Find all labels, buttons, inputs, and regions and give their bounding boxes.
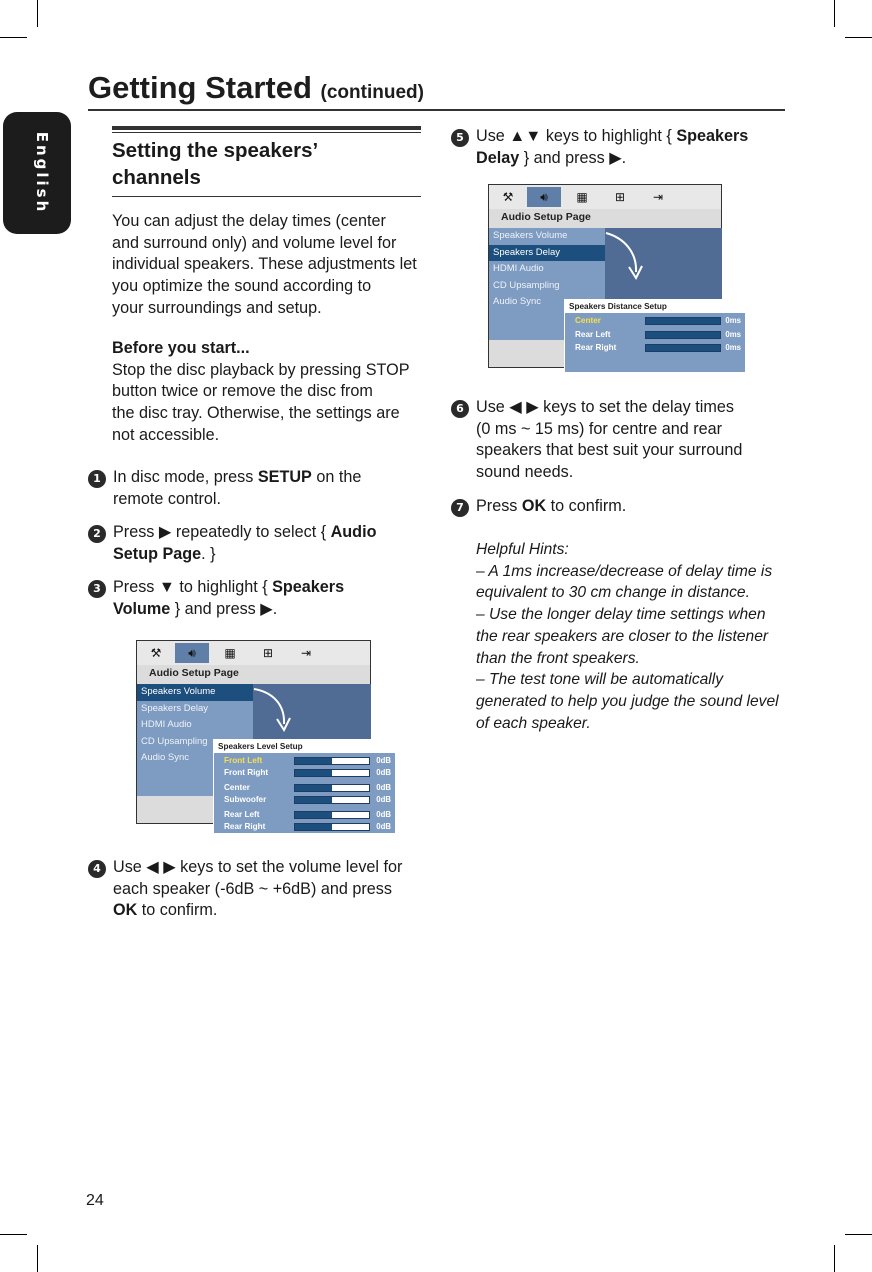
crop-mark bbox=[37, 1245, 38, 1272]
row-label: Rear Left bbox=[575, 330, 611, 339]
row-value: 0dB bbox=[376, 810, 391, 819]
text-run: Volume bbox=[113, 599, 171, 618]
menu-icon-bar bbox=[489, 185, 721, 209]
language-tab bbox=[3, 112, 71, 234]
text-line: speakers that best suit your surround bbox=[476, 441, 743, 460]
step-number: 2 bbox=[88, 525, 106, 543]
text-line: Use ◀ ▶ keys to set the volume level for bbox=[113, 858, 403, 876]
language-label: English bbox=[33, 131, 51, 215]
crop-mark bbox=[845, 37, 872, 38]
row-label: Center bbox=[575, 316, 601, 325]
text-line: and surround only) and volume level for bbox=[112, 233, 397, 252]
delay-row[interactable] bbox=[565, 342, 745, 354]
step-number: 3 bbox=[88, 580, 106, 598]
step-7 bbox=[476, 496, 626, 518]
step-number: 5 bbox=[451, 129, 469, 147]
intro-paragraph bbox=[112, 211, 417, 320]
row-value: 0dB bbox=[376, 822, 391, 831]
text-line: – Use the longer delay time settings when bbox=[476, 606, 766, 624]
crop-mark bbox=[845, 1234, 872, 1235]
title-divider bbox=[88, 109, 785, 111]
row-value: 0dB bbox=[376, 783, 391, 792]
text-run: OK bbox=[521, 497, 547, 515]
text-line: (0 ms ~ 15 ms) for centre and rear bbox=[476, 419, 723, 438]
level-row[interactable] bbox=[214, 794, 395, 806]
general-setup-icon: ⚒ bbox=[150, 646, 162, 660]
page-title-suffix: (continued) bbox=[320, 82, 424, 103]
text-line: sound needs. bbox=[476, 463, 574, 482]
text-line: button twice or remove the disc from bbox=[112, 382, 373, 401]
row-value: 0dB bbox=[376, 768, 391, 777]
text-line: your surroundings and setup. bbox=[112, 298, 322, 317]
crop-mark bbox=[834, 0, 835, 27]
delay-bar[interactable] bbox=[645, 317, 721, 325]
level-fill bbox=[295, 812, 332, 818]
level-bar[interactable] bbox=[294, 811, 370, 819]
level-bar[interactable] bbox=[294, 796, 370, 804]
delay-fill bbox=[646, 332, 720, 338]
menu-icon-bar bbox=[137, 641, 370, 665]
text-run: Use ▲▼ keys to highlight { bbox=[476, 127, 677, 145]
video-setup-icon: ▦ bbox=[224, 646, 236, 660]
step-5 bbox=[476, 126, 748, 169]
level-bar[interactable] bbox=[294, 757, 370, 765]
step-3 bbox=[113, 577, 344, 620]
level-fill bbox=[295, 824, 332, 830]
text-run: Speakers bbox=[272, 578, 345, 596]
level-row[interactable] bbox=[214, 782, 395, 794]
text-line: the rear speakers are closer to the listener bbox=[476, 627, 769, 645]
delay-row[interactable] bbox=[565, 329, 745, 341]
text-run: to confirm. bbox=[137, 901, 218, 920]
menu-page-label: Audio Setup Page bbox=[501, 211, 591, 223]
level-fill bbox=[295, 797, 332, 803]
step-2 bbox=[113, 522, 376, 565]
level-row[interactable] bbox=[214, 755, 395, 767]
section-title bbox=[112, 137, 318, 191]
crop-mark bbox=[834, 1245, 835, 1272]
text-line: remote control. bbox=[113, 489, 221, 508]
text-run: to confirm. bbox=[546, 497, 627, 515]
before-you-start bbox=[112, 338, 410, 447]
menu-item-speakers-delay[interactable]: Speakers Delay bbox=[489, 245, 605, 262]
row-value: 0dB bbox=[376, 756, 391, 765]
row-label: Center bbox=[224, 783, 250, 792]
row-value: 0ms bbox=[725, 343, 741, 352]
text-line: of each speaker. bbox=[476, 714, 591, 732]
delay-fill bbox=[646, 345, 720, 351]
curved-arrow-icon bbox=[604, 230, 648, 282]
preference-icon: ⊞ bbox=[262, 646, 274, 660]
text-line: you optimize the sound according to bbox=[112, 277, 372, 296]
delay-fill bbox=[646, 318, 720, 324]
row-value: 0dB bbox=[376, 795, 391, 804]
exit-icon: ⇥ bbox=[652, 190, 664, 204]
crop-mark bbox=[0, 37, 27, 38]
menu-page-label: Audio Setup Page bbox=[149, 667, 239, 679]
row-value: 0ms bbox=[725, 330, 741, 339]
row-label: Front Right bbox=[224, 768, 269, 777]
text-line: the disc tray. Otherwise, the settings are bbox=[112, 404, 400, 423]
menu-item-audio-sync[interactable]: Audio Sync bbox=[493, 296, 542, 307]
text-run: Press bbox=[476, 497, 522, 515]
text-run: Press ▼ to highlight { bbox=[113, 578, 273, 596]
before-heading: Before you start... bbox=[112, 339, 250, 357]
step-number: 6 bbox=[451, 400, 469, 418]
step-6 bbox=[476, 397, 742, 484]
level-fill bbox=[295, 785, 332, 791]
menu-item-audio-sync[interactable]: Audio Sync bbox=[141, 752, 190, 763]
delay-bar[interactable] bbox=[645, 344, 721, 352]
level-bar[interactable] bbox=[294, 769, 370, 777]
text-run: } and press ▶. bbox=[519, 148, 627, 167]
speaker-icon: 🔊︎ bbox=[175, 643, 209, 663]
page-title bbox=[88, 70, 424, 106]
level-bar[interactable] bbox=[294, 784, 370, 792]
level-bar[interactable] bbox=[294, 823, 370, 831]
speakers-distance-setup-panel bbox=[564, 299, 746, 373]
speaker-icon: 🔊︎ bbox=[527, 187, 561, 207]
step-number: 4 bbox=[88, 860, 106, 878]
text-line: equivalent to 30 cm change in distance. bbox=[476, 584, 750, 602]
step-1 bbox=[113, 467, 361, 510]
text-run: Setup Page bbox=[113, 544, 202, 563]
video-setup-icon: ▦ bbox=[576, 190, 588, 204]
level-fill bbox=[295, 758, 332, 764]
panel-title: Speakers Level Setup bbox=[214, 740, 395, 753]
menu-item-speakers-volume[interactable]: Speakers Volume bbox=[493, 230, 568, 241]
delay-bar[interactable] bbox=[645, 331, 721, 339]
page-number: 24 bbox=[86, 1192, 104, 1209]
step-number: 7 bbox=[451, 499, 469, 517]
row-value: 0ms bbox=[725, 316, 741, 325]
row-label: Front Left bbox=[224, 756, 263, 765]
row-label: Subwoofer bbox=[224, 795, 267, 804]
menu-item-cd-upsampling[interactable]: CD Upsampling bbox=[493, 279, 560, 291]
text-line: each speaker (-6dB ~ +6dB) and press bbox=[113, 879, 392, 898]
text-run: Delay bbox=[476, 148, 520, 167]
text-run: Audio bbox=[330, 523, 377, 541]
section-title-line: Setting the speakers’ bbox=[112, 139, 319, 162]
crop-mark bbox=[37, 0, 38, 27]
section-divider bbox=[112, 126, 421, 130]
row-label: Rear Right bbox=[224, 822, 266, 831]
exit-icon: ⇥ bbox=[300, 646, 312, 660]
crop-mark bbox=[0, 1234, 27, 1235]
curved-arrow-icon bbox=[252, 686, 296, 734]
row-label: Rear Right bbox=[575, 343, 617, 352]
page-title-main: Getting Started bbox=[88, 70, 312, 105]
step-4 bbox=[113, 857, 402, 922]
level-fill bbox=[295, 770, 332, 776]
delay-row[interactable] bbox=[565, 315, 745, 327]
level-row[interactable] bbox=[214, 809, 395, 821]
text-line: You can adjust the delay times (center bbox=[112, 212, 386, 230]
text-run: Press ▶ repeatedly to select { bbox=[113, 523, 331, 541]
text-run: . } bbox=[201, 544, 216, 563]
section-title-line: channels bbox=[112, 166, 201, 189]
speakers-level-setup-panel bbox=[213, 739, 396, 834]
menu-item-speakers-delay[interactable]: Speakers Delay bbox=[141, 702, 209, 714]
text-line: – A 1ms increase/decrease of delay time is bbox=[476, 562, 773, 580]
text-line: individual speakers. These adjustments let bbox=[112, 255, 417, 274]
text-line: than the front speakers. bbox=[476, 649, 640, 667]
text-run: on the bbox=[311, 468, 362, 486]
text-run: } and press ▶. bbox=[170, 599, 278, 618]
menu-item-hdmi-audio[interactable]: HDMI Audio bbox=[493, 263, 544, 274]
text-line: Stop the disc playback by pressing STOP bbox=[112, 360, 410, 379]
menu-item-hdmi-audio[interactable]: HDMI Audio bbox=[141, 719, 192, 730]
step-number: 1 bbox=[88, 470, 106, 488]
text-line: not accessible. bbox=[112, 425, 220, 444]
section-divider bbox=[112, 196, 421, 197]
panel-title: Speakers Distance Setup bbox=[565, 300, 745, 313]
preference-icon: ⊞ bbox=[614, 190, 626, 204]
menu-item-cd-upsampling[interactable]: CD Upsampling bbox=[141, 735, 208, 747]
general-setup-icon: ⚒ bbox=[502, 190, 514, 204]
section-divider bbox=[112, 132, 421, 133]
level-row[interactable] bbox=[214, 821, 395, 833]
row-label: Rear Left bbox=[224, 810, 260, 819]
text-run: Speakers bbox=[676, 127, 749, 145]
text-line: generated to help you judge the sound level bbox=[476, 692, 779, 710]
helpful-hints bbox=[476, 539, 779, 734]
menu-item-speakers-volume[interactable]: Speakers Volume bbox=[137, 684, 253, 701]
text-line: Use ◀ ▶ keys to set the delay times bbox=[476, 398, 734, 416]
text-run: SETUP bbox=[257, 468, 312, 486]
hints-title: Helpful Hints: bbox=[476, 541, 569, 558]
level-row[interactable] bbox=[214, 767, 395, 779]
text-run: OK bbox=[113, 901, 138, 920]
text-line: – The test tone will be automatically bbox=[476, 671, 724, 689]
text-run: In disc mode, press bbox=[113, 468, 258, 486]
